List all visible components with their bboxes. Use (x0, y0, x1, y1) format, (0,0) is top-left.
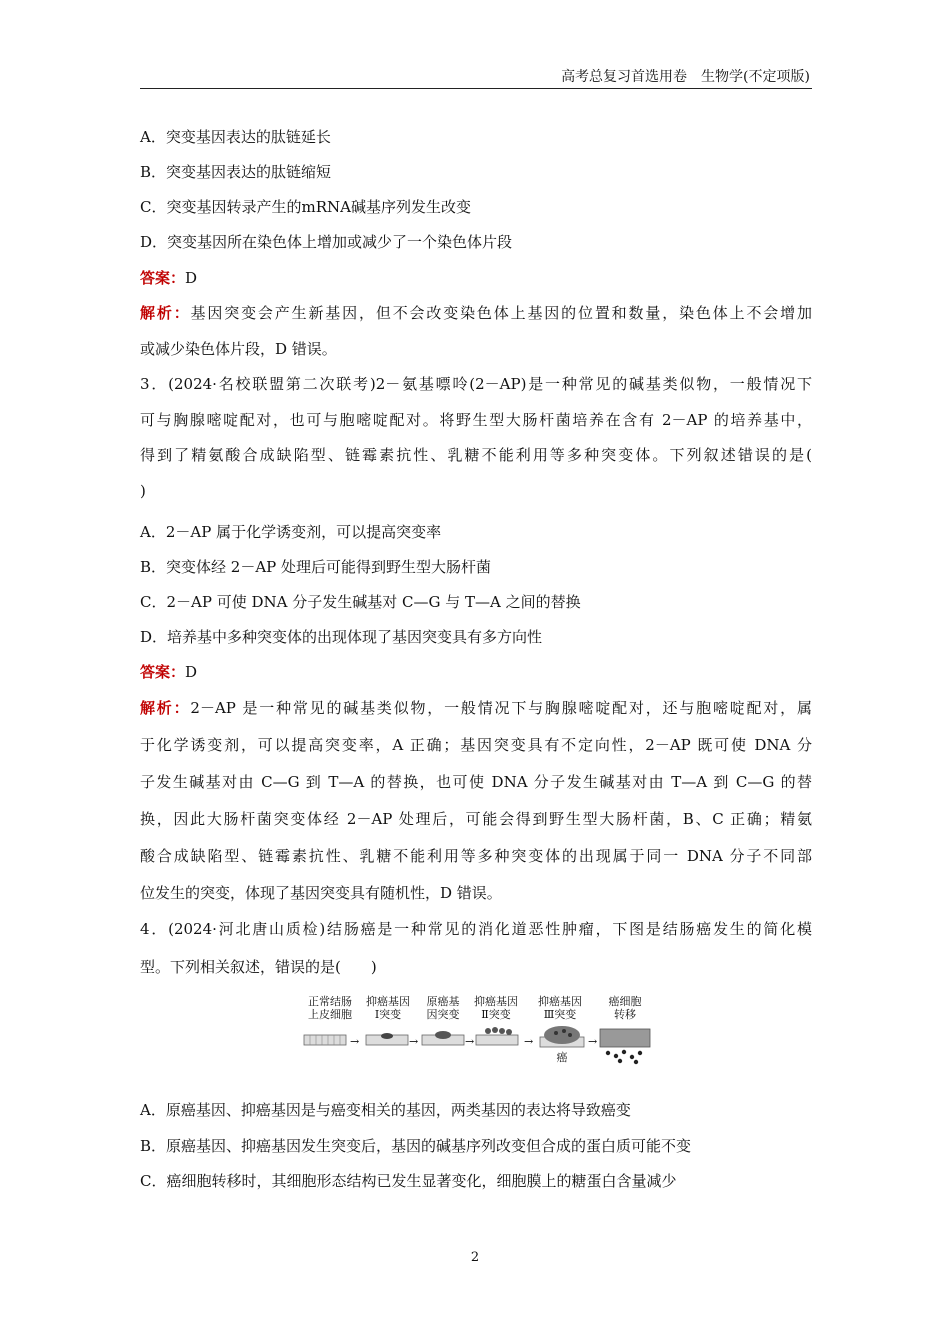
q3-option-b: B．突变体经 2－AP 处理后可能得到野生型大肠杆菌 (140, 558, 492, 576)
q3-analysis-line-4: 换，因此大肠杆菌突变体经 2－AP 处理后，可能会得到野生型大肠杆菌，B、C 正确；精氨 (140, 810, 812, 828)
answer-value: D (185, 269, 198, 287)
figure-arrow-1: → (350, 1035, 360, 1048)
q3-analysis-line-6: 位发生的突变，体现了基因突变具有随机性，D 错误。 (140, 884, 502, 902)
q3-answer (140, 662, 197, 682)
figure-label-5-line-1: 抑癌基因 (538, 995, 582, 1008)
figure-arrow-5: → (588, 1035, 598, 1048)
figure-cancer-label: 癌 (556, 1051, 568, 1064)
figure-label-3 (413, 995, 473, 1021)
q4-option-b: B．原癌基因、抑癌基因发生突变后，基因的碱基序列改变但合成的蛋白质可能不变 (140, 1137, 692, 1155)
page-number: 2 (470, 1250, 480, 1265)
colon-cancer-model-figure (300, 995, 660, 1065)
q3-stem-line-4: ) (140, 482, 146, 500)
q3-analysis-line-5: 酸合成缺陷型、链霉素抗性、乳糖不能利用等多种突变体的出现属于同一 DNA 分子不同部 (140, 847, 812, 865)
analysis-text: 基因突变会产生新基因，但不会改变染色体上基因的位置和数量，染色体上不会增加 (190, 304, 812, 322)
q4-option-c: C．癌细胞转移时，其细胞形态结构已发生显著变化，细胞膜上的糖蛋白含量减少 (140, 1172, 677, 1190)
figure-arrow-4: → (524, 1035, 534, 1048)
q2-option-b: B．突变基因表达的肽链缩短 (140, 163, 332, 181)
figure-arrow-2: → (409, 1035, 419, 1048)
figure-label-6 (595, 995, 655, 1021)
figure-label-1-line-2: 上皮细胞 (308, 1008, 352, 1021)
figure-label-1 (300, 995, 360, 1021)
figure-label-5 (530, 995, 590, 1021)
q3-option-c: C．2－AP 可使 DNA 分子发生碱基对 C—G 与 T—A 之间的替换 (140, 593, 581, 611)
q3-analysis-line-3: 子发生碱基对由 C—G 到 T—A 的替换，也可使 DNA 分子发生碱基对由 T—A 到 C—G 的替 (140, 773, 812, 791)
q4-stem-line-2: 型。下列相关叙述，错误的是( ) (140, 958, 377, 976)
figure-label-3-line-2: 因突变 (426, 1008, 460, 1021)
q3-option-a: A．2－AP 属于化学诱变剂，可以提高突变率 (140, 523, 442, 541)
figure-arrow-3: → (465, 1035, 475, 1048)
analysis-label: 解析： (140, 304, 191, 322)
q2-option-c: C．突变基因转录产生的mRNA碱基序列发生改变 (140, 198, 471, 216)
q2-analysis-line-1 (140, 303, 812, 323)
tissue-tumor-icon (540, 1026, 584, 1047)
q2-analysis-line-2: 或减少染色体片段，D 错误。 (140, 340, 337, 358)
figure-label-1-line-1: 正常结肠 (308, 995, 352, 1008)
figure-label-4-line-1: 抑癌基因 (474, 995, 518, 1008)
tissue-metastasis-icon (600, 1029, 650, 1064)
figure-label-2-line-1: 抑癌基因 (366, 995, 410, 1008)
page-header (140, 62, 812, 89)
q4-option-a: A．原癌基因、抑癌基因是与癌变相关的基因，两类基因的表达将导致癌变 (140, 1101, 631, 1119)
tissue-mutation-1-icon (366, 1033, 408, 1045)
figure-label-6-line-2: 转移 (614, 1008, 636, 1021)
q2-answer (140, 268, 197, 288)
analysis-text: 2－AP 是一种常见的碱基类似物，一般情况下与胸腺嘧啶配对，还与胞嘧啶配对，属 (190, 699, 812, 717)
header-title: 高考总复习首选用卷 生物学(不定项版) (561, 69, 810, 85)
q3-stem-line-2: 可与胸腺嘧啶配对，也可与胞嘧啶配对。将野生型大肠杆菌培养在含有 2－AP 的培养基中， (140, 411, 812, 429)
figure-label-4-line-2: Ⅱ突变 (481, 1008, 511, 1021)
q3-stem-line-3: 得到了精氨酸合成缺陷型、链霉素抗性、乳糖不能利用等多种突变体。下列叙述错误的是( (140, 446, 812, 464)
answer-label: 答案： (140, 663, 186, 681)
analysis-label: 解析： (140, 699, 191, 717)
figure-label-4 (466, 995, 526, 1021)
q4-stem-line-1: 4．(2024·河北唐山质检)结肠癌是一种常见的消化道恶性肿瘤，下图是结肠癌发生的简化模 (140, 920, 812, 938)
answer-label: 答案： (140, 269, 186, 287)
q2-option-d: D．突变基因所在染色体上增加或减少了一个染色体片段 (140, 233, 513, 251)
figure-label-5-line-2: Ⅲ突变 (543, 1008, 577, 1021)
q2-option-a: A．突变基因表达的肽链延长 (140, 128, 331, 146)
tissue-normal-icon (304, 1035, 346, 1045)
figure-label-6-line-1: 癌细胞 (608, 995, 642, 1008)
q3-option-d: D．培养基中多种突变体的出现体现了基因突变具有多方向性 (140, 628, 543, 646)
tissue-mutation-3-icon (476, 1027, 518, 1045)
q3-analysis-line-1 (140, 698, 812, 718)
figure-label-3-line-1: 原癌基 (426, 995, 460, 1008)
q3-stem-line-1: 3．(2024·名校联盟第二次联考)2－氨基嘌呤(2－AP)是一种常见的碱基类似物，一般情况下 (140, 375, 812, 393)
figure-label-2-line-2: Ⅰ突变 (374, 1008, 402, 1021)
answer-value: D (185, 663, 198, 681)
q3-analysis-line-2: 于化学诱变剂，可以提高突变率，A 正确；基因突变具有不定向性，2－AP 既可使 DNA 分 (140, 736, 812, 754)
figure-label-2 (358, 995, 418, 1021)
tissue-mutation-2-icon (422, 1031, 464, 1045)
